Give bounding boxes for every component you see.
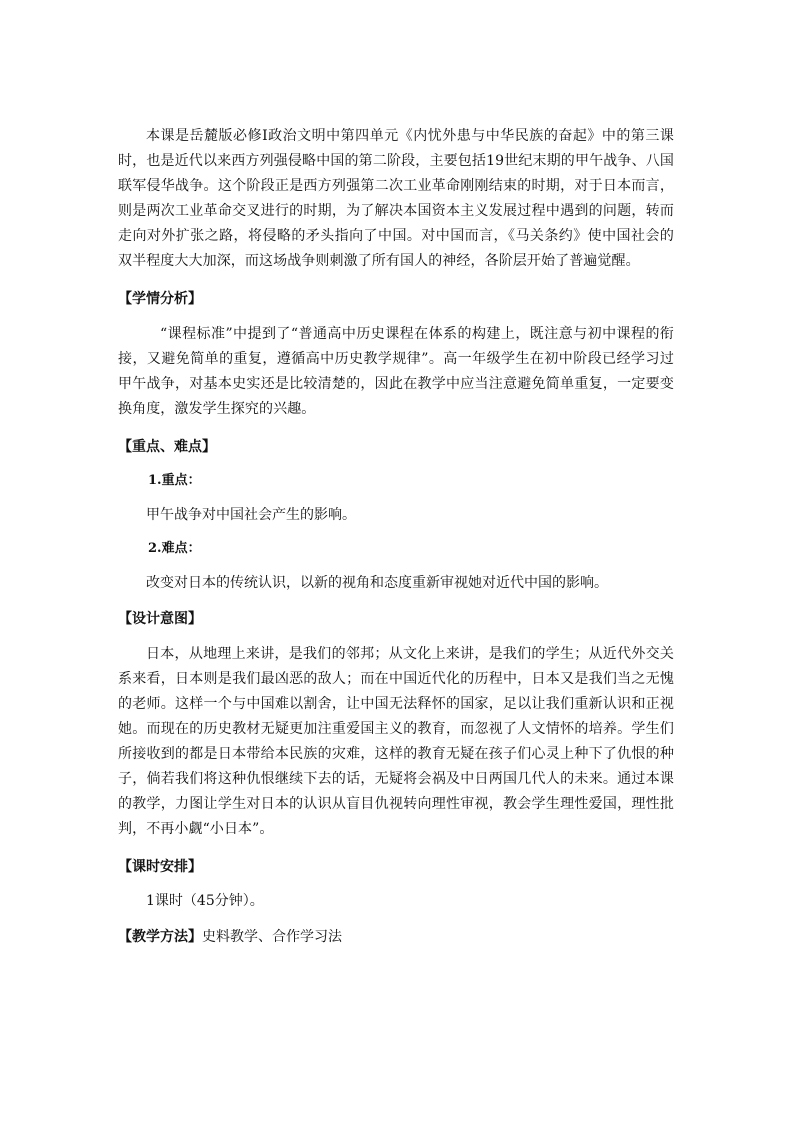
schedule-text: 1课时（45分钟）。: [146, 893, 264, 909]
heading-schedule: 【课时安排】: [118, 859, 202, 875]
student-analysis-paragraph: “课程标准”中提到了“普通高中历史课程在体系的构建上，既注意与初中课程的衔接，又避免简单的重复，遵循高中历史教学规律”。高一年级学生在初中阶段已经学习过甲午战争，对基本史实还是比较清楚的，因此在教学中应当注意避免简单重复，一定要变换角度，激发学生探究的兴趣。: [118, 326, 674, 417]
key-point-label: 1.重点：: [148, 473, 201, 488]
design-intent-paragraph: 日本，从地理上来讲，是我们的邻邦；从文化上来讲，是我们的学生；从近代外交关系来看，日本则是我们最凶恶的敌人；而在中国近代化的历程中，日本又是我们当之无愧的老师。这样一个与中国难以割舍，让中国无法释怀的国家，足以让我们重新认识和正视她。而现在的历史教材无疑更加注重爱国主义的教育，而忽视了人文情怀的培养。学生们所接收到的都是日本带给本民族的灾难，这样的教育无疑在孩子们心灵上种下了仇恨的种子，倘若我们将这种仇恨继续下去的话，无疑将会祸及中日两国几代人的未来。通过本课的教学，力图让学生对日本的认识从盲目仇视转向理性审视，教会学生理性爱国，理性批判，不再小觑“小日本”。: [118, 646, 674, 837]
teaching-method-text: 史料教学、合作学习法: [202, 929, 342, 945]
intro-paragraph: 本课是岳麓版必修Ⅰ政治文明中第四单元《内忧外患与中华民族的奋起》中的第三课时，也是近代以来西方列强侵略中国的第二阶段，主要包括19世纪末期的甲午战争、八国联军侵华战争。这个阶段正是西方列强第二次工业革命刚刚结束的时期，对于日本而言，则是两次工业革命交叉进行的时期，为了解决本国资本主义发展过程中遇到的问题，转而走向对外扩张之路，将侵略的矛头指向了中国。对中国而言，《马关条约》使中国社会的双半程度大大加深，而这场战争则刺激了所有国人的神经，各阶层开始了普遍觉醒。: [118, 128, 674, 269]
teaching-method-line: [118, 926, 674, 948]
heading-key-points: 【重点、难点】: [118, 439, 216, 455]
difficult-point-label: 2.难点：: [148, 541, 201, 556]
key-point-text: 甲午战争对中国社会产生的影响。: [146, 507, 356, 523]
heading-student-analysis: 【学情分析】: [118, 291, 202, 307]
heading-teaching-method: 【教学方法】: [118, 929, 202, 945]
heading-design-intent: 【设计意图】: [118, 611, 202, 627]
document-page: [118, 124, 674, 948]
difficult-point-text: 改变对日本的传统认识，以新的视角和态度重新审视她对近代中国的影响。: [146, 575, 608, 591]
